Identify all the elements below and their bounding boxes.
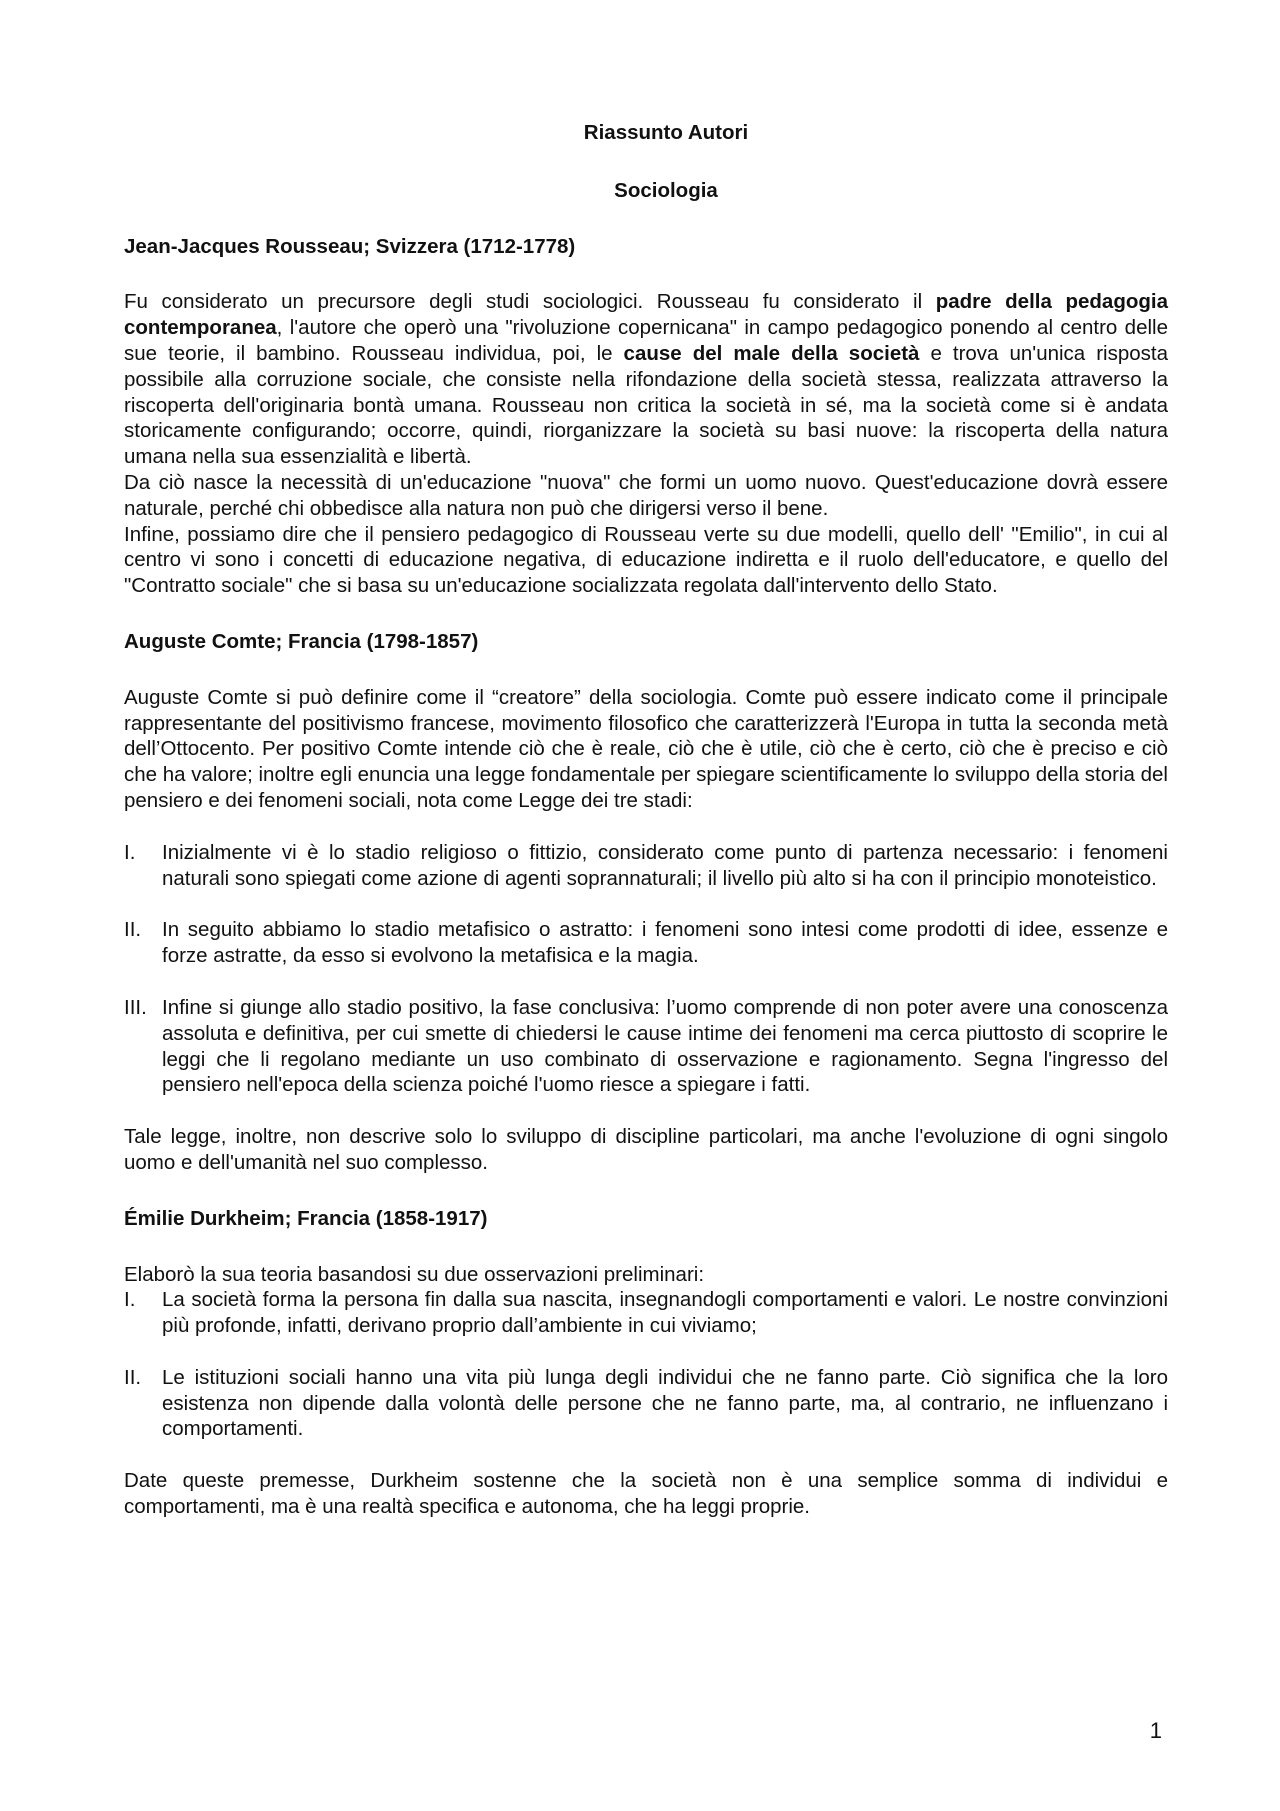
list-item-text: Infine si giunge allo stadio positivo, la fase conclusiva: l’uomo comprende di non poter avere una conoscenza assoluta e definitiva, per cui smette di chiedersi le cause intime dei fenomeni ma cerca piuttosto di scoprire le leggi che li regolano mediante un uso combinato di osservazione e ragionamento. Segna l'ingresso del pensiero nell'epoca della scienza poiché l'uomo riesce a spiegare i fatti. xyxy=(162,995,1168,1097)
bold-text: cause del male della società xyxy=(623,341,920,365)
list-item-text: La società forma la persona fin dalla sua nascita, insegnandogli comportamenti e valori. Le nostre convinzioni più profonde, infatti, derivano proprio dall’ambiente in cui viviamo; xyxy=(162,1288,1168,1338)
paragraph: Elaborò la sua teoria basandosi su due osservazioni preliminari: xyxy=(124,1262,705,1286)
list-item-text: In seguito abbiamo lo stadio metafisico o astratto: i fenomeni sono intesi come prodotti di idee, essenze e forze astratte, da esso si evolvono la metafisica e la magia. xyxy=(162,918,1168,968)
list-item-text: Inizialmente vi è lo stadio religioso o fittizio, considerato come punto di partenza necessario: i fenomeni naturali sono spiegati come azione di agenti soprannaturali; il livello più alto si ha con il principio monoteistico. xyxy=(162,840,1168,890)
section-heading-comte: Auguste Comte; Francia (1798-1857) xyxy=(124,629,479,653)
list-number: I. xyxy=(124,840,136,864)
text-run: , l'autore che operò una "rivoluzione copernicana" in campo pedagogico ponendo al centro delle sue teorie, il bambino. Rousseau individua, poi, le xyxy=(124,316,1168,365)
section-comte xyxy=(124,629,1168,1176)
section-heading-rousseau: Jean-Jacques Rousseau; Svizzera (1712-1778) xyxy=(124,234,576,258)
paragraph: Date queste premesse, Durkheim sostenne che la società non è una semplice somma di individui e comportamenti, ma è una realtà specifica e autonoma, che ha leggi proprie. xyxy=(124,1469,1168,1519)
section-durkheim xyxy=(124,1206,1168,1520)
list-number: II. xyxy=(124,1365,142,1389)
list-item xyxy=(124,1287,1168,1339)
text-run: Fu considerato un precursore degli studi sociologici. Rousseau fu considerato il xyxy=(124,290,936,314)
paragraph: Tale legge, inoltre, non descrive solo lo sviluppo di discipline particolari, ma anche l'evoluzione di ogni singolo uomo e dell'umanità nel suo complesso. xyxy=(124,1125,1168,1174)
paragraph: Da ciò nasce la necessità di un'educazione "nuova" che formi un uomo nuovo. Quest'educazione dovrà essere naturale, perché chi obbedisce alla natura non può che dirigersi verso il bene. xyxy=(124,470,1168,520)
list-item-text: Le istituzioni sociali hanno una vita più lunga degli individui che ne fanno parte. Ciò significa che la loro esistenza non dipende dalla volontà delle persone che ne fanno parte, ma, al contrario, ne influenzano i comportamenti. xyxy=(162,1365,1168,1441)
page-content xyxy=(124,120,1168,1520)
page-number: 1 xyxy=(1149,1718,1162,1743)
list-item xyxy=(124,840,1168,892)
text-run: e trova un'unica risposta possibile alla corruzione sociale, che consiste nella rifondazione della società stessa, realizzata attraverso la riscoperta dell'originaria bontà umana. Rousseau non critica la società in sé, ma la società come si è andata storicamente configurando; occorre, quindi, riorganizzare la società su basi nuove: la riscoperta della natura umana nella sua essenzialità e libertà. xyxy=(124,341,1168,469)
list-item xyxy=(124,917,1168,969)
section-rousseau xyxy=(124,234,1168,599)
document-title: Riassunto Autori xyxy=(583,121,749,144)
list-number: III. xyxy=(124,995,147,1019)
paragraph: Infine, possiamo dire che il pensiero pedagogico di Rousseau verte su due modelli, quello dell' "Emilio", in cui al centro vi sono i concetti di educazione negativa, di educazione indiretta e il ruolo dell'educatore, e quello del "Contratto sociale" che si basa su un'educazione socializzata regolata dall'intervento dello Stato. xyxy=(124,522,1168,598)
observations-list xyxy=(124,1287,1168,1442)
list-number: II. xyxy=(124,918,142,942)
list-item xyxy=(124,1365,1168,1442)
list-item xyxy=(124,995,1168,1098)
list-number: I. xyxy=(124,1288,136,1312)
section-heading-durkheim: Émilie Durkheim; Francia (1858-1917) xyxy=(124,1206,488,1230)
stages-list xyxy=(124,840,1168,1098)
paragraph xyxy=(124,289,1168,470)
bold-text: padre della pedagogia contemporanea xyxy=(124,290,1168,340)
paragraph: Auguste Comte si può definire come il “creatore” della sociologia. Comte può essere indicato come il principale rappresentante del positivismo francese, movimento filosofico che caratterizzerà l'Europa in tutta la seconda metà dell’Ottocento. Per positivo Comte intende ciò che è reale, ciò che è utile, ciò che è certo, ciò che è preciso e ciò che ha valore; inoltre egli enuncia una legge fondamentale per spiegare scientificamente lo sviluppo della storia del pensiero e dei fenomeni sociali, nota come Legge dei tre stadi: xyxy=(124,685,1168,812)
document-subtitle: Sociologia xyxy=(614,178,718,202)
